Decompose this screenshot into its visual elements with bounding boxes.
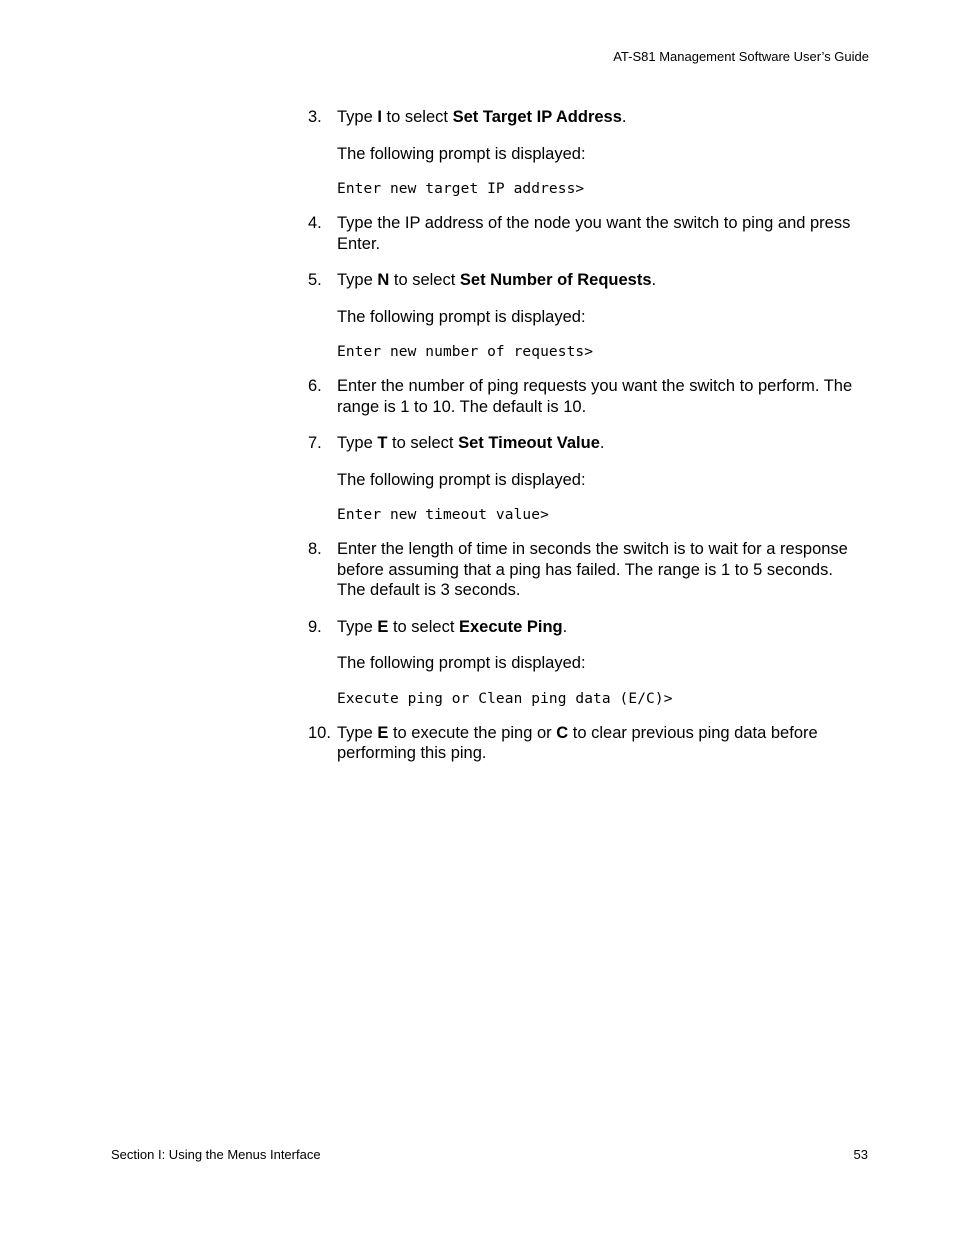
prompt-code: Enter new timeout value> bbox=[337, 507, 549, 523]
step-number: 6. bbox=[308, 377, 322, 395]
step-number: 5. bbox=[308, 271, 322, 289]
key-letter: N bbox=[377, 271, 390, 289]
prompt-intro: The following prompt is displayed: bbox=[337, 144, 586, 163]
step-9 bbox=[308, 617, 870, 638]
menu-option: Set Number of Requests bbox=[459, 271, 652, 289]
step-number: 8. bbox=[308, 540, 322, 558]
prompt-code: Enter new target IP address> bbox=[337, 181, 585, 197]
step-text: . bbox=[651, 271, 657, 289]
step-8 bbox=[308, 539, 870, 601]
step-text: Type bbox=[337, 723, 378, 742]
step-text: to select bbox=[388, 617, 459, 636]
prompt-intro: The following prompt is displayed: bbox=[337, 307, 586, 326]
prompt-intro: The following prompt is displayed: bbox=[337, 470, 586, 489]
prompt-code: Enter new number of requests> bbox=[337, 344, 594, 360]
step-number: 3. bbox=[308, 108, 322, 126]
step-text: to select bbox=[389, 271, 460, 289]
key-letter: T bbox=[377, 434, 388, 452]
step-text: Enter the length of time in seconds the switch is to wait for a response bbox=[337, 540, 848, 558]
step-text: . bbox=[599, 434, 605, 452]
step-text: to select bbox=[381, 108, 453, 126]
step-text: Type bbox=[337, 271, 378, 289]
step-4 bbox=[308, 213, 870, 254]
step-text: The default is 3 seconds. bbox=[337, 581, 521, 599]
step-7 bbox=[308, 433, 870, 454]
step-text: before assuming that a ping has failed. The range is 1 to 5 seconds. bbox=[337, 560, 833, 579]
key-letter: E bbox=[377, 723, 389, 742]
step-text: Type bbox=[337, 108, 378, 126]
menu-option: Set Target IP Address bbox=[452, 108, 622, 126]
menu-option: Set Timeout Value bbox=[458, 434, 600, 452]
step-text-line bbox=[337, 723, 870, 744]
prompt-intro: The following prompt is displayed: bbox=[337, 654, 586, 672]
running-header: AT-S81 Management Software User’s Guide bbox=[613, 49, 869, 64]
step-text: to execute the ping or bbox=[388, 723, 557, 742]
page-number: 53 bbox=[853, 1147, 868, 1162]
step-number: 4. bbox=[308, 214, 322, 232]
step-text: Type the IP address of the node you want the switch to ping and press bbox=[337, 214, 851, 232]
step-10 bbox=[308, 723, 870, 764]
step-text: Type bbox=[337, 617, 378, 636]
step-5 bbox=[308, 270, 870, 291]
procedure-steps bbox=[308, 107, 870, 780]
step-3 bbox=[308, 107, 870, 128]
step-number: 7. bbox=[308, 434, 322, 452]
step-text: Enter. bbox=[337, 234, 381, 253]
step-text: . bbox=[562, 617, 568, 636]
step-text: to clear previous ping data before bbox=[568, 723, 818, 742]
prompt-code: Execute ping or Clean ping data (E/C)> bbox=[337, 690, 673, 707]
step-number: 9. bbox=[308, 617, 322, 636]
step-text: performing this ping. bbox=[337, 744, 487, 762]
key-letter: I bbox=[377, 108, 382, 126]
key-letter: C bbox=[556, 723, 569, 742]
step-text: . bbox=[621, 108, 627, 126]
step-text: Enter the number of ping requests you want the switch to perform. The bbox=[337, 377, 853, 395]
step-number: 10. bbox=[308, 723, 331, 742]
step-6 bbox=[308, 376, 870, 417]
step-text: range is 1 to 10. The default is 10. bbox=[337, 397, 587, 416]
menu-option: Execute Ping bbox=[459, 617, 563, 636]
step-text: to select bbox=[387, 434, 459, 452]
step-text: Type bbox=[337, 434, 378, 452]
footer-section: Section I: Using the Menus Interface bbox=[111, 1147, 321, 1162]
key-letter: E bbox=[377, 617, 389, 636]
